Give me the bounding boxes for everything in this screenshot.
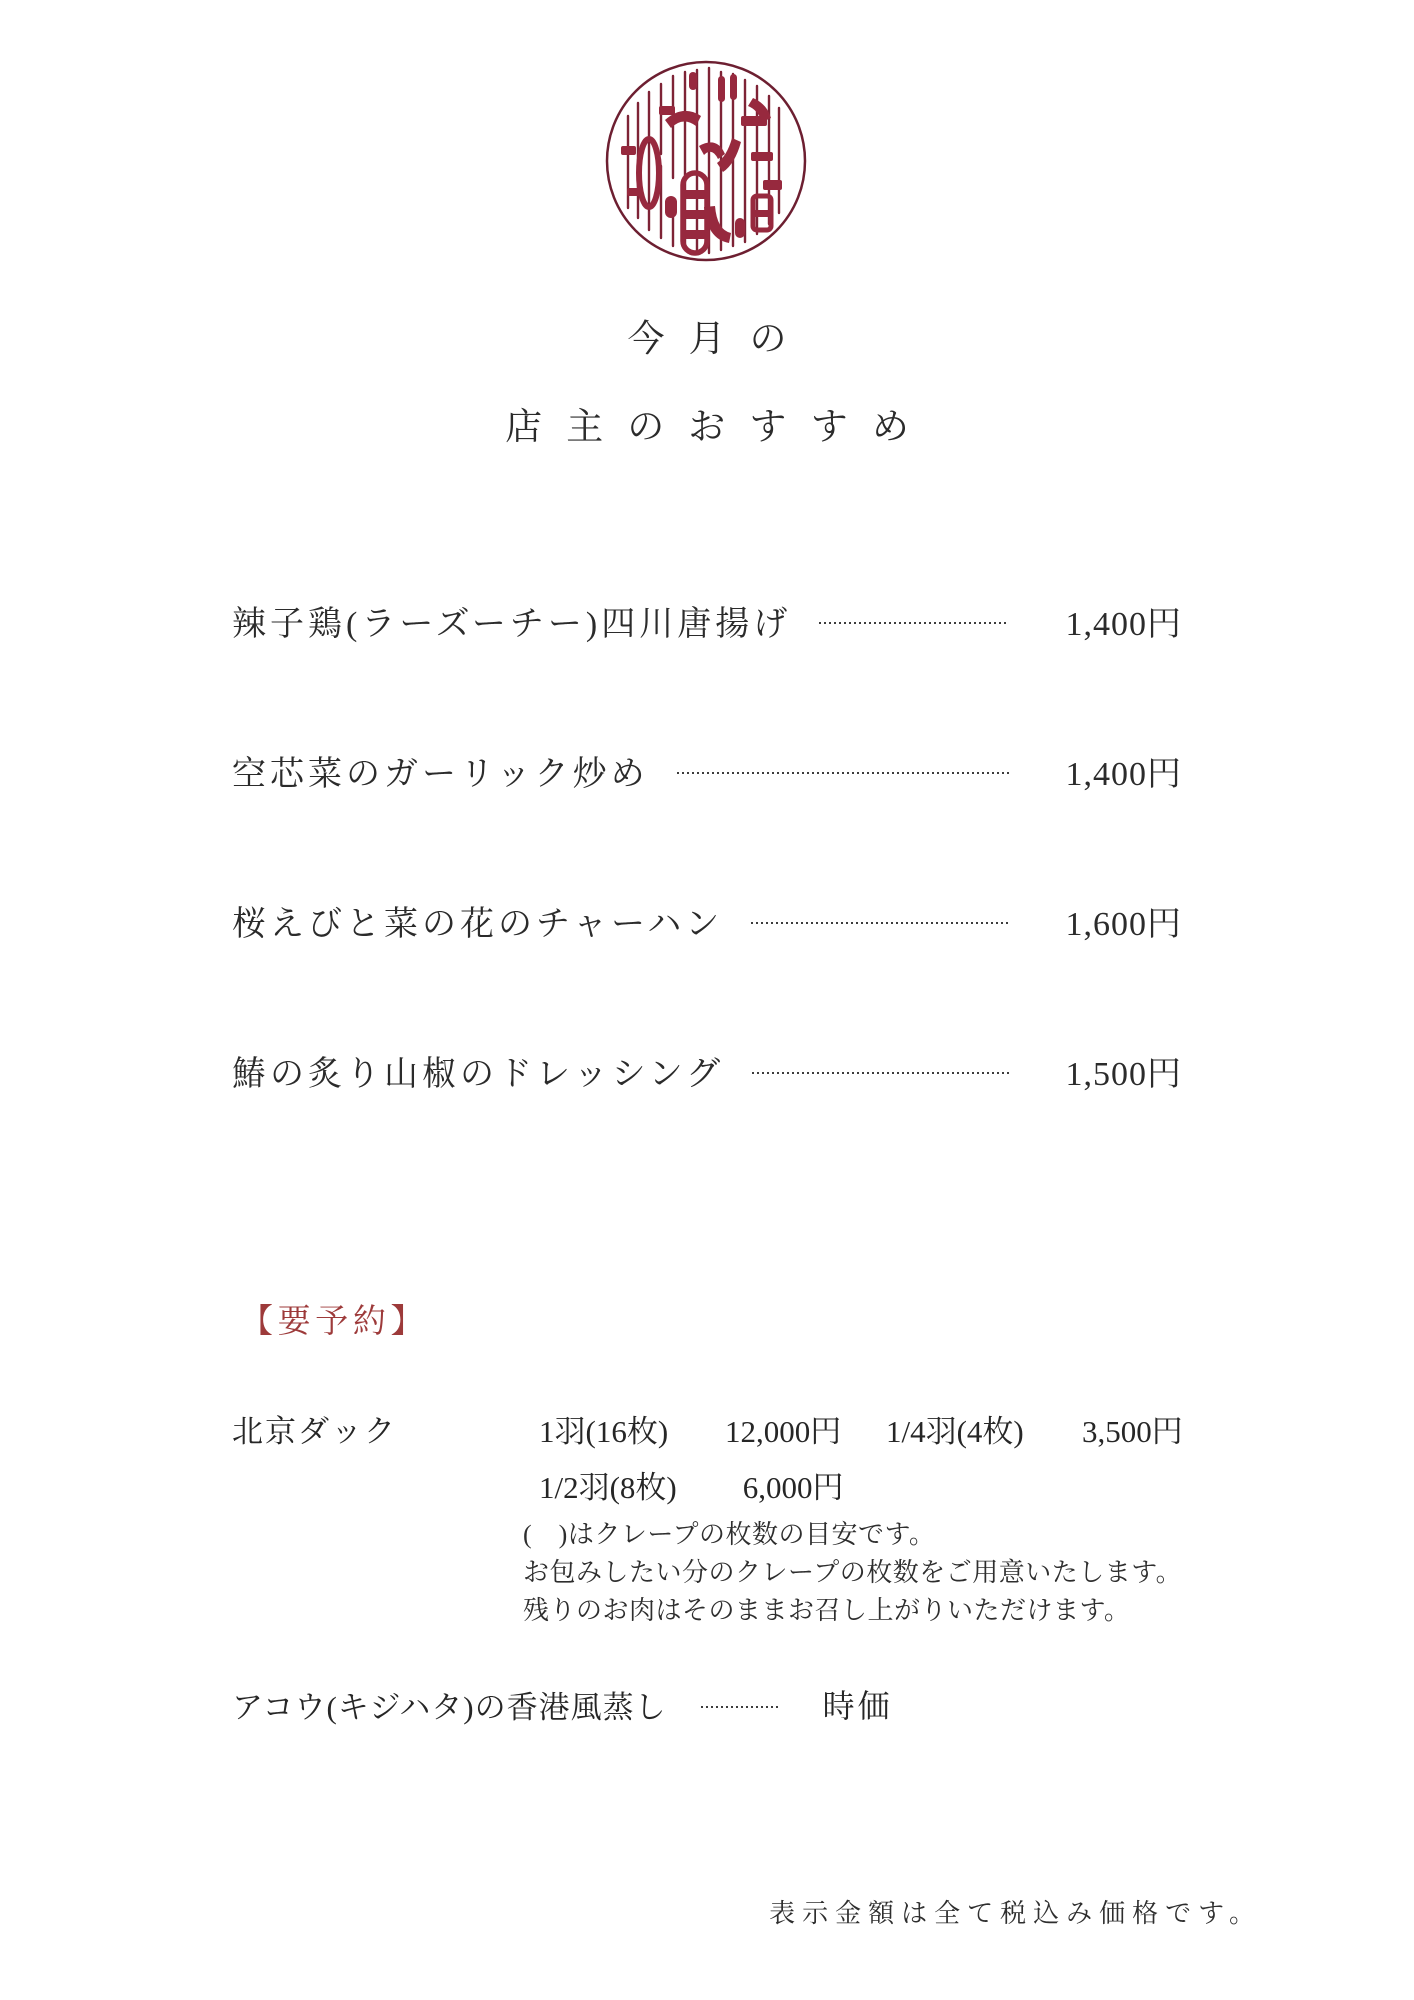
dotted-leader [819,622,1009,624]
menu-item-price: 1,500円 [1065,1055,1182,1093]
menu-item-price: 1,400円 [1065,755,1182,793]
peking-duck-option1-price: 12,000円 [725,1414,842,1449]
peking-duck-option2-size: 1/4羽(4枚) [886,1414,1024,1449]
menu-item-row [232,1047,1182,1093]
menu-item-row [232,747,1182,793]
peking-duck-note-line: 残りのお肉はそのままお召し上がりいただけます。 [523,1596,1131,1625]
menu-item-name: 辣子鶏(ラーズーチー)四川唐揚げ [232,605,792,643]
dotted-leader [752,1072,1009,1074]
peking-duck-note-line: ( )はクレープの枚数の目安です。 [523,1520,936,1549]
peking-duck-name: 北京ダック [232,1414,397,1449]
peking-duck-notes [523,1516,1182,1630]
peking-duck-option3-size: 1/2羽(8枚) [539,1470,677,1505]
peking-duck-option1-size: 1羽(16枚) [539,1414,669,1449]
steamed-fish-name: アコウ(キジハタ)の香港風蒸し [232,1689,667,1725]
peking-duck-note-line: お包みしたい分のクレープの枚数をご用意いたします。 [523,1558,1183,1587]
menu-item-name: 空芯菜のガーリック炒め [232,755,649,793]
menu-item-price: 1,400円 [1065,605,1182,643]
page-title-line1: 今月の [627,319,811,360]
peking-duck-row2 [539,1466,844,1510]
peking-duck-row [232,1410,1192,1454]
peking-duck-option2-price: 3,500円 [1082,1414,1183,1449]
tax-included-note: 表示金額は全て税込み価格です。 [769,1899,1262,1928]
menu-item-name: 桜えびと菜の花のチャーハン [232,905,724,943]
dotted-leader [677,772,1009,774]
restaurant-seal-icon [603,58,809,264]
steamed-fish-row [232,1682,992,1726]
peking-duck-option3-price: 6,000円 [742,1470,844,1505]
menu-item-name: 鰆の炙り山椒のドレッシング [232,1055,725,1093]
reservation-required-heading: 【要予約】 [240,1304,429,1340]
dotted-leader [751,922,1009,924]
menu-item-price: 1,600円 [1065,905,1182,943]
page-title-line2: 店主のおすすめ [505,407,933,448]
recommendations-list [232,597,1182,1197]
dotted-leader [701,1706,779,1708]
steamed-fish-price: 時価 [822,1688,893,1724]
menu-item-row [232,897,1182,943]
menu-item-row [232,597,1182,643]
